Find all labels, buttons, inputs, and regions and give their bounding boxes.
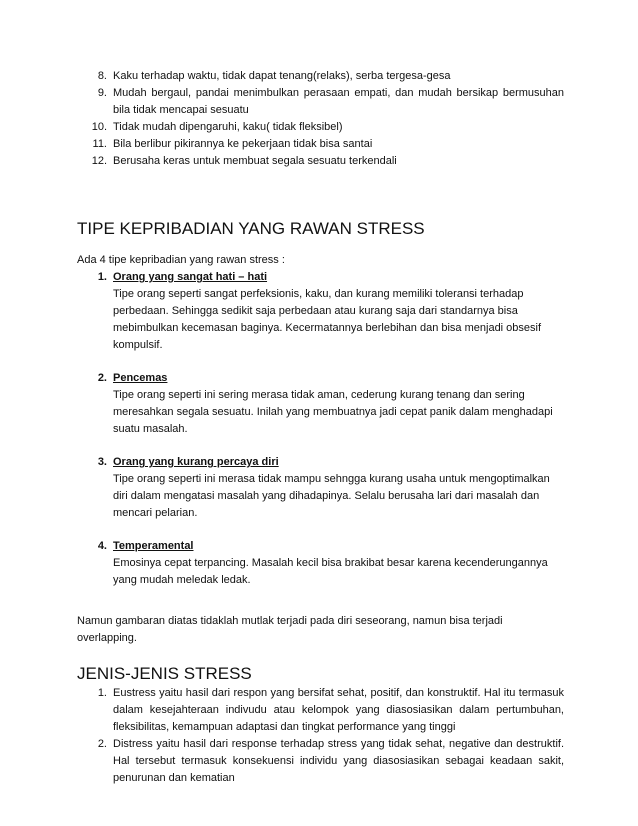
list-text: Mudah bergaul, pandai menimbulkan perasaan empati, dan mudah bersikap bermusuhan bila tidak mencapai sesuatu bbox=[113, 87, 564, 116]
type-a-traits-list bbox=[77, 68, 564, 170]
type-title: Orang yang sangat hati – hati bbox=[113, 271, 268, 283]
list-number: 1. bbox=[97, 687, 107, 699]
list-item bbox=[77, 153, 564, 170]
personality-type-item bbox=[77, 454, 564, 522]
list-number: 10. bbox=[91, 121, 107, 133]
type-description: Emosinya cepat terpancing. Masalah kecil bisa brakibat besar karena kecenderungannya yang mudah meledak ledak. bbox=[113, 557, 548, 586]
personality-types-list bbox=[77, 269, 564, 589]
personality-type-item bbox=[77, 538, 564, 589]
list-number: 12. bbox=[91, 155, 107, 167]
list-number: 9. bbox=[97, 87, 107, 99]
list-number: 4. bbox=[97, 540, 107, 552]
list-number: 11. bbox=[92, 138, 107, 150]
list-item bbox=[77, 68, 564, 85]
personality-type-item bbox=[77, 370, 564, 438]
list-item bbox=[77, 136, 564, 153]
list-number: 1. bbox=[97, 271, 107, 283]
section-heading-stress-prone-types: TIPE KEPRIBADIAN YANG RAWAN STRESS bbox=[77, 219, 425, 238]
list-number: 8. bbox=[97, 70, 107, 82]
list-text: Berusaha keras untuk membuat segala sesuatu terkendali bbox=[113, 155, 397, 167]
personality-type-item bbox=[77, 269, 564, 354]
list-item bbox=[77, 685, 564, 736]
list-text: Eustress yaitu hasil dari respon yang bersifat sehat, positif, dan konstruktif. Hal itu termasuk dalam kesejahteraan indivudu atau kelompok yang diasosiasikan dalam pertumbuhan, fleksibilitas, kemampuan adaptasi dan tingkat performance yang tinggi bbox=[113, 687, 564, 733]
closing-paragraph: Namun gambaran diatas tidaklah mutlak terjadi pada diri seseorang, namun bisa terjadi overlapping. bbox=[77, 615, 503, 644]
stress-kinds-list bbox=[77, 685, 564, 787]
list-text: Tidak mudah dipengaruhi, kaku( tidak fleksibel) bbox=[113, 121, 343, 133]
type-description: Tipe orang seperti ini merasa tidak mampu sehngga kurang usaha untuk mengoptimalkan diri dalam mengatasi masalah yang dihadapinya. Selalu berusaha lari dari masalah dan mencari pelarian. bbox=[113, 473, 550, 519]
list-number: 3. bbox=[97, 456, 107, 468]
type-title: Orang yang kurang percaya diri bbox=[113, 456, 279, 468]
type-description: Tipe orang seperti ini sering merasa tidak aman, cederung kurang tenang dan sering meresahkan segala sesuatu. Inilah yang membuatnya jadi cepat panik dalam menghadapi suatu masalah. bbox=[113, 389, 553, 435]
list-number: 2. bbox=[97, 372, 107, 384]
list-text: Distress yaitu hasil dari response terhadap stress yang tidak sehat, negative dan destruktif. Hal tersebut termasuk konsekuensi individu yang diasosiasikan sebagai keadaan sakit, penurunan dan kematian bbox=[113, 738, 564, 784]
list-item bbox=[77, 85, 564, 119]
section-heading-stress-kinds: JENIS-JENIS STRESS bbox=[77, 664, 252, 683]
list-text: Bila berlibur pikirannya ke pekerjaan tidak bisa santai bbox=[113, 138, 373, 150]
list-item bbox=[77, 119, 564, 136]
page-content bbox=[77, 68, 564, 787]
type-title: Temperamental bbox=[113, 540, 194, 552]
type-title: Pencemas bbox=[113, 372, 168, 384]
section-intro: Ada 4 tipe kepribadian yang rawan stress : bbox=[77, 254, 285, 266]
type-description: Tipe orang seperti sangat perfeksionis, kaku, dan kurang memiliki toleransi terhadap perbedaan. Sehingga sedikit saja perbedaan atau kurang saja dari standarnya bisa mebimbulkan kecemasan baginya. Kecermatannya berlebihan dan bisa menjadi obsesif kompulsif. bbox=[113, 288, 542, 351]
list-text: Kaku terhadap waktu, tidak dapat tenang(relaks), serba tergesa-gesa bbox=[113, 70, 451, 82]
list-number: 2. bbox=[97, 738, 107, 750]
list-item bbox=[77, 736, 564, 787]
